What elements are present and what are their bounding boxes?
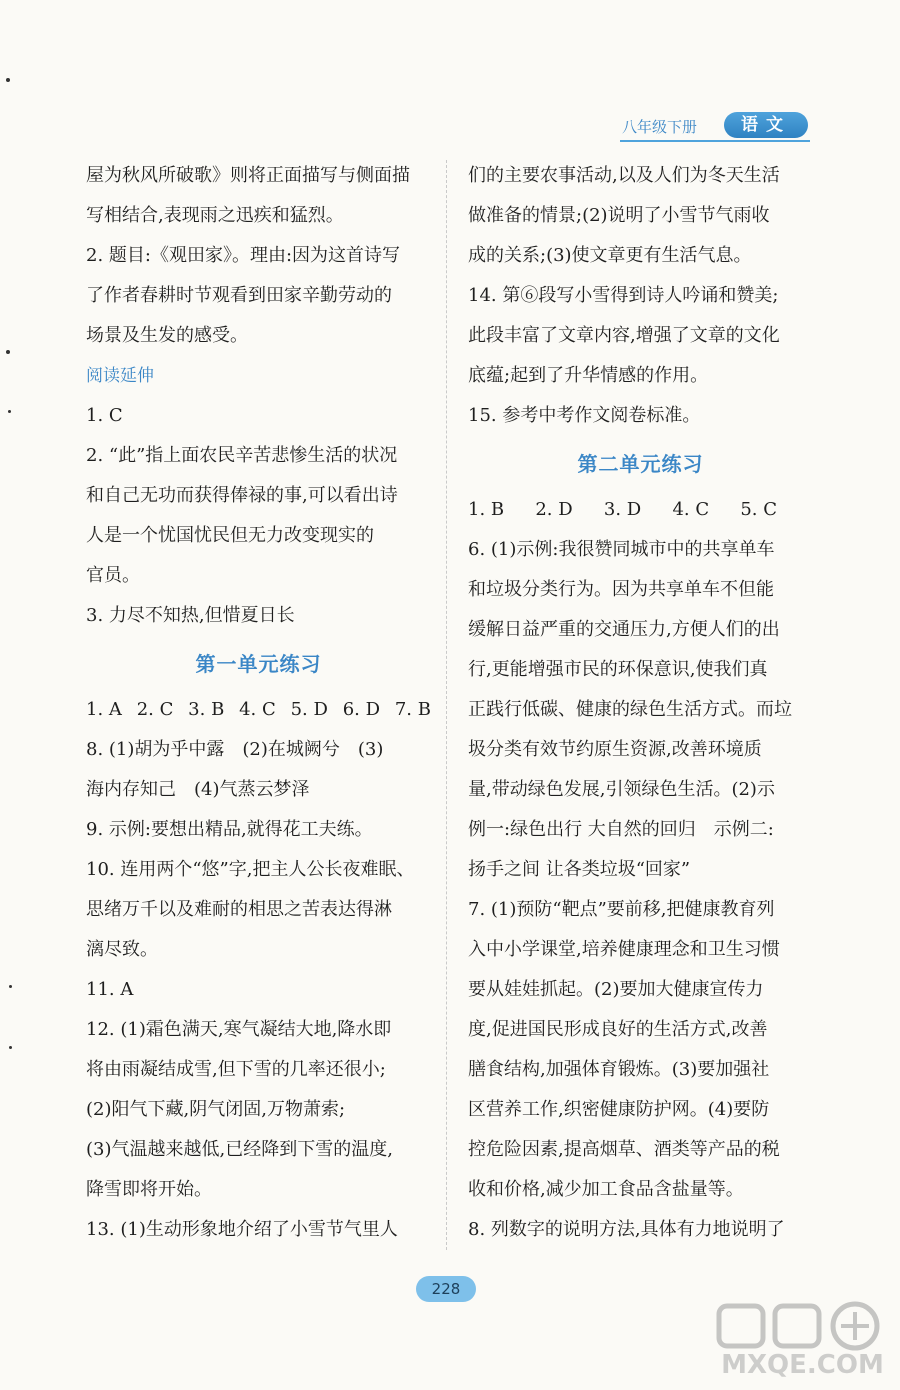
text-line: 和自己无功而获得俸禄的事,可以看出诗 xyxy=(86,485,398,506)
text-line: 和垃圾分类行为。因为共享单车不但能 xyxy=(468,579,774,600)
left-intro-block xyxy=(86,156,431,356)
text-line: 2. 题目:《观田家》。理由:因为这首诗写 xyxy=(86,245,401,266)
page-header xyxy=(600,110,810,146)
text-line: 度,促进国民形成良好的生活方式,改善 xyxy=(468,1019,768,1040)
mcq-answer: 1. A xyxy=(86,699,122,720)
text-line: 成的关系;(3)使文章更有生活气息。 xyxy=(468,245,752,266)
unit-one-heading: 第一单元练习 xyxy=(195,652,322,676)
text-line: 正践行低碳、健康的绿色生活方式。而垃 xyxy=(468,699,792,720)
grade-label: 八年级下册 xyxy=(622,118,698,136)
mcq-answer: 7. B xyxy=(394,699,431,720)
text-line: 们的主要农事活动,以及人们为冬天生活 xyxy=(468,165,780,186)
text-line: 要从娃娃抓起。(2)要加大健康宣传力 xyxy=(468,979,764,1000)
text-line: 13. (1)生动形象地介绍了小雪节气里人 xyxy=(86,1219,398,1240)
text-line: 写相结合,表现雨之迅疾和猛烈。 xyxy=(86,205,344,226)
mcq-answer: 4. C xyxy=(672,499,710,520)
left-column xyxy=(86,156,431,1250)
text-line: 2. “此”指上面农民辛苦悲惨生活的状况 xyxy=(86,445,398,466)
text-line: 屋为秋风所破歌》则将正面描写与侧面描 xyxy=(86,165,410,186)
text-line: 7. (1)预防“靶点”要前移,把健康教育列 xyxy=(468,899,775,920)
text-line: 降雪即将开始。 xyxy=(86,1179,212,1200)
text-line: 15. 参考中考作文阅卷标准。 xyxy=(468,405,701,426)
reading-extension-block xyxy=(86,396,431,636)
unit-two-mcq-answers xyxy=(468,490,813,530)
mcq-answer: 2. C xyxy=(136,699,174,720)
text-line: 思绪万千以及难耐的相思之苦表达得淋 xyxy=(86,899,392,920)
text-line: 底蕴;起到了升华情感的作用。 xyxy=(468,365,709,386)
mcq-answer: 5. D xyxy=(290,699,328,720)
text-line: 场景及生发的感受。 xyxy=(86,325,248,346)
text-line: 官员。 xyxy=(86,565,140,586)
text-line: 做准备的情景;(2)说明了小雪节气雨收 xyxy=(468,205,770,226)
mcq-answer: 3. B xyxy=(188,699,225,720)
text-line: 膳食结构,加强体育锻炼。(3)要加强社 xyxy=(468,1059,770,1080)
text-line: 12. (1)霜色满天,寒气凝结大地,降水即 xyxy=(86,1019,392,1040)
text-line: 9. 示例:要想出精品,就得花工夫练。 xyxy=(86,819,373,840)
reading-extension-heading: 阅读延伸 xyxy=(86,366,154,386)
text-line: 入中小学课堂,培养健康理念和卫生习惯 xyxy=(468,939,780,960)
text-line: 1. C xyxy=(86,405,123,426)
mcq-answer: 6. D xyxy=(342,699,381,720)
text-line: 海内存知己 (4)气蒸云梦泽 xyxy=(86,779,310,800)
text-line: 区营养工作,织密健康防护网。(4)要防 xyxy=(468,1099,770,1120)
text-line: 6. (1)示例:我很赞同城市中的共享单车 xyxy=(468,539,775,560)
text-line: 8. (1)胡为乎中露 (2)在城阙兮 (3) xyxy=(86,739,384,760)
scan-speck xyxy=(9,985,12,988)
column-divider xyxy=(446,160,447,1250)
text-line: 3. 力尽不知热,但惜夏日长 xyxy=(86,605,295,626)
text-line: 控危险因素,提高烟草、酒类等产品的税 xyxy=(468,1139,780,1160)
text-line: 8. 列数字的说明方法,具体有力地说明了 xyxy=(468,1219,785,1240)
scan-speck xyxy=(9,1046,12,1049)
unit-one-answers-block xyxy=(86,730,431,1250)
text-line: 此段丰富了文章内容,增强了文章的文化 xyxy=(468,325,780,346)
mcq-answer: 4. C xyxy=(239,699,276,720)
watermark-text: MXQE.COM xyxy=(721,1350,884,1380)
watermark-logo-icon xyxy=(715,1300,890,1352)
text-line: 将由雨凝结成雪,但下雪的几率还很小; xyxy=(86,1059,386,1080)
text-line: (3)气温越来越低,已经降到下雪的温度, xyxy=(86,1139,393,1160)
unit-two-answers-block xyxy=(468,530,813,1250)
text-line: 例一:绿色出行 大自然的回归 示例二: xyxy=(468,819,774,840)
mcq-answer: 5. C xyxy=(740,499,777,520)
text-line: 漓尽致。 xyxy=(86,939,158,960)
mcq-answer: 3. D xyxy=(603,499,642,520)
text-line: (2)阳气下藏,阴气闭固,万物萧索; xyxy=(86,1099,346,1120)
watermark xyxy=(715,1300,890,1380)
text-line: 14. 第⑥段写小雪得到诗人吟诵和赞美; xyxy=(468,285,779,306)
scan-speck xyxy=(6,78,10,82)
text-line: 了作者春耕时节观看到田家辛勤劳动的 xyxy=(86,285,392,306)
text-line: 10. 连用两个“悠”字,把主人公长夜难眠、 xyxy=(86,859,415,880)
text-line: 人是一个忧国忧民但无力改变现实的 xyxy=(86,525,374,546)
right-intro-block xyxy=(468,156,813,436)
text-line: 量,带动绿色发展,引领绿色生活。(2)示 xyxy=(468,779,775,800)
text-line: 行,更能增强市民的环保意识,使我们真 xyxy=(468,659,768,680)
unit-two-heading: 第二单元练习 xyxy=(577,452,704,476)
scan-speck xyxy=(8,410,11,413)
subject-badge: 语文 xyxy=(724,112,808,138)
mcq-answer: 2. D xyxy=(535,499,573,520)
scan-speck xyxy=(6,350,10,354)
page-number: 228 xyxy=(416,1276,476,1302)
text-line: 扬手之间 让各类垃圾“回家” xyxy=(468,859,691,880)
right-column xyxy=(468,156,813,1250)
unit-one-mcq-answers xyxy=(86,690,431,730)
header-underline xyxy=(620,140,810,142)
text-line: 缓解日益严重的交通压力,方便人们的出 xyxy=(468,619,780,640)
mcq-answer: 1. B xyxy=(468,499,505,520)
text-line: 收和价格,减少加工食品含盐量等。 xyxy=(468,1179,744,1200)
text-line: 11. A xyxy=(86,979,134,1000)
text-line: 圾分类有效节约原生资源,改善环境质 xyxy=(468,739,762,760)
